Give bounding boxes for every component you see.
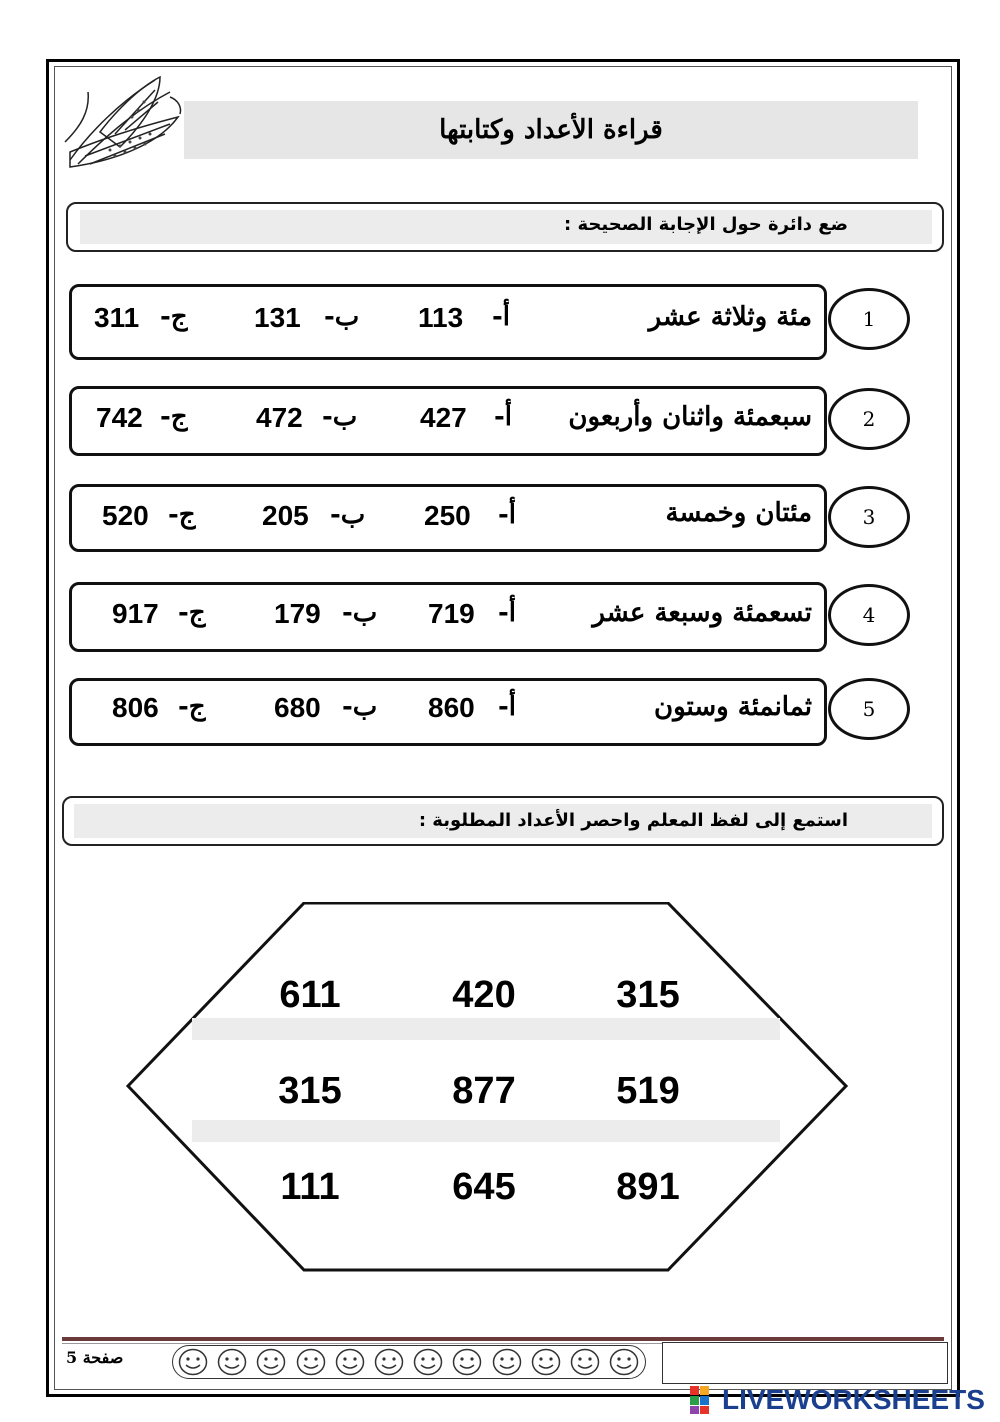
watermark: LIVEWORKSHEETS	[722, 1384, 985, 1415]
option-a[interactable]: 113	[418, 302, 464, 333]
footer-divider	[62, 1337, 944, 1341]
smiley-icon	[531, 1348, 561, 1376]
option-c[interactable]: 520	[102, 500, 149, 531]
smiley-icon	[570, 1348, 600, 1376]
smiley-icon	[609, 1348, 639, 1376]
question-words: مئة وثلاثة عشر	[648, 302, 812, 332]
smiley-icon	[178, 1348, 208, 1376]
smiley-icon	[492, 1348, 522, 1376]
grid-band-2	[192, 1120, 780, 1142]
corn-illustration	[60, 72, 185, 172]
option-c[interactable]: 806	[112, 692, 159, 723]
grid-band-1	[192, 1018, 780, 1040]
smiley-icon	[374, 1348, 404, 1376]
option-c-label: ج-	[160, 302, 188, 332]
question-number: 2	[828, 388, 910, 450]
grid-number[interactable]: 315	[278, 1070, 342, 1112]
option-b[interactable]: 472	[256, 402, 303, 433]
option-c-label: ج-	[168, 500, 196, 530]
question-number: 5	[828, 678, 910, 740]
smiley-icon	[335, 1348, 365, 1376]
question-words: مئتان وخمسة	[665, 498, 812, 528]
instruction-1: ضع دائرة حول الإجابة الصحيحة :	[564, 214, 848, 235]
question-words: تسعمئة وسبعة عشر	[592, 598, 812, 628]
grid-number[interactable]: 891	[616, 1166, 680, 1208]
option-a-label: أ-	[492, 302, 511, 332]
student-name-box	[662, 1342, 948, 1384]
page-number-label: صفحة 5	[66, 1348, 124, 1367]
option-c-label: ج-	[178, 692, 206, 722]
option-b[interactable]: 205	[262, 500, 309, 531]
grid-number[interactable]: 877	[452, 1070, 516, 1112]
page-title: قراءة الأعداد وكتابتها	[439, 115, 663, 145]
option-b-label: ب-	[342, 692, 378, 722]
option-c[interactable]: 311	[94, 302, 140, 333]
option-b[interactable]: 680	[274, 692, 321, 723]
question-number: 4	[828, 584, 910, 646]
option-a[interactable]: 250	[424, 500, 471, 531]
option-a-label: أ-	[494, 402, 513, 432]
option-a[interactable]: 427	[420, 402, 467, 433]
option-b-label: ب-	[322, 402, 358, 432]
question-words: ثمانمئة وستون	[653, 692, 812, 722]
question-words: سبعمئة واثنان وأربعون	[568, 402, 812, 432]
option-a-label: أ-	[498, 500, 517, 530]
option-b-label: ب-	[330, 500, 366, 530]
grid-number[interactable]: 111	[280, 1166, 340, 1208]
instruction-2: استمع إلى لفظ المعلم واحصر الأعداد المطلوبة :	[418, 810, 848, 831]
grid-number[interactable]: 519	[616, 1070, 680, 1112]
option-a-label: أ-	[498, 598, 517, 628]
smiley-icon	[296, 1348, 326, 1376]
option-c[interactable]: 917	[112, 598, 159, 629]
smiley-icon	[217, 1348, 247, 1376]
option-c[interactable]: 742	[96, 402, 143, 433]
question-number: 1	[828, 288, 910, 350]
grid-number[interactable]: 611	[279, 974, 341, 1016]
option-b[interactable]: 179	[274, 598, 321, 629]
grid-number[interactable]: 420	[452, 974, 516, 1016]
option-c-label: ج-	[160, 402, 188, 432]
option-a[interactable]: 860	[428, 692, 475, 723]
option-b[interactable]: 131	[254, 302, 301, 333]
option-b-label: ب-	[324, 302, 360, 332]
smiley-icon	[413, 1348, 443, 1376]
question-number: 3	[828, 486, 910, 548]
option-a-label: أ-	[498, 692, 517, 722]
grid-number[interactable]: 315	[616, 974, 680, 1016]
liveworksheets-logo-icon	[690, 1386, 720, 1414]
option-a[interactable]: 719	[428, 598, 475, 629]
smiley-icon	[452, 1348, 482, 1376]
smiley-icon	[256, 1348, 286, 1376]
grid-number[interactable]: 645	[452, 1166, 516, 1208]
option-b-label: ب-	[342, 598, 378, 628]
option-c-label: ج-	[178, 598, 206, 628]
